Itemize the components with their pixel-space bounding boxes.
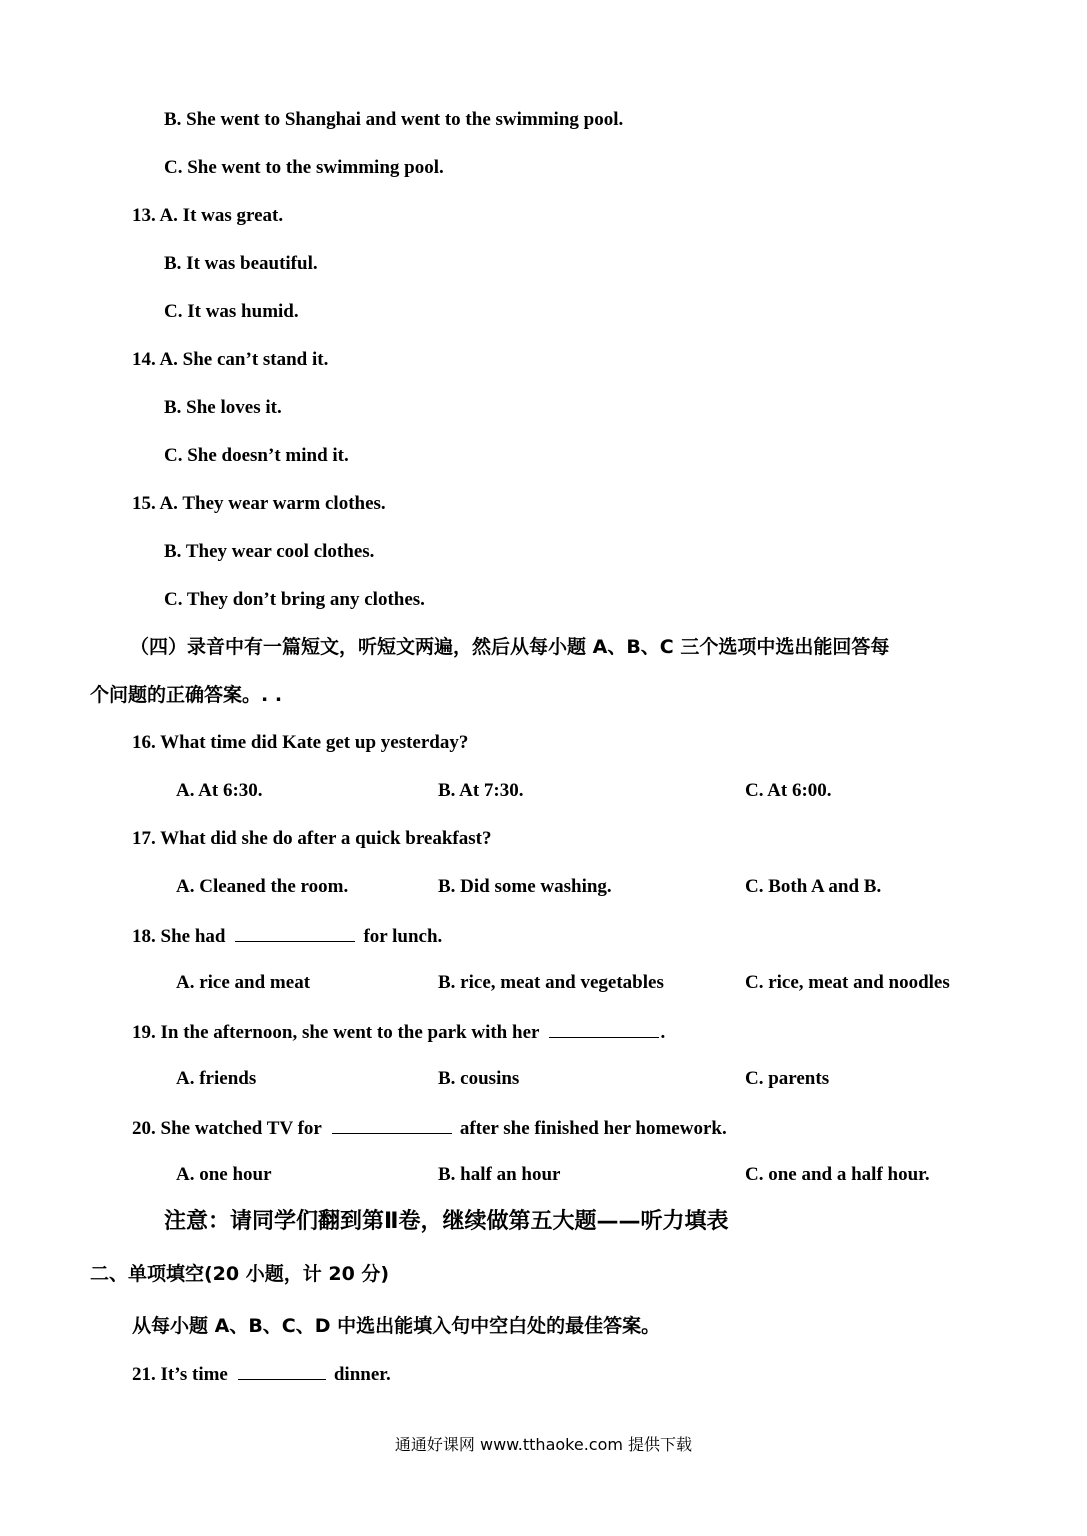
q21-answer-blank	[238, 1361, 326, 1380]
footer-watermark: 通通好课网 www.tthaoke.com 提供下载	[394, 1435, 693, 1454]
q14-option-c: C. She doesn’t mind it.	[164, 445, 349, 466]
q13-option-a: 13. A. It was great.	[132, 205, 284, 226]
q13-option-b: B. It was beautiful.	[164, 253, 318, 274]
part2-heading: 二、单项填空(20 小题，计 20 分)	[90, 1263, 390, 1285]
q14-option-a: 14. A. She can’t stand it.	[132, 349, 329, 370]
q15-option-a: 15. A. They wear warm clothes.	[132, 493, 386, 514]
q16-option-a: A. At 6:30.	[176, 780, 263, 801]
q18-option-b: B. rice, meat and vegetables	[438, 972, 664, 993]
q18-option-a: A. rice and meat	[176, 972, 311, 993]
q14-option-b: B. She loves it.	[164, 397, 282, 418]
q20-option-b: B. half an hour	[438, 1164, 561, 1185]
q19-stem-before: 19. In the afternoon, she went to the park with her	[132, 1022, 540, 1043]
q19-option-a: A. friends	[176, 1068, 257, 1089]
q16-stem: 16. What time did Kate get up yesterday?	[132, 732, 469, 753]
notice-turn-page: 注意：请同学们翻到第Ⅱ卷，继续做第五大题——听力填表	[164, 1209, 729, 1234]
q13-option-c: C. It was humid.	[164, 301, 299, 322]
q19-answer-blank	[549, 1019, 659, 1038]
q17-option-a: A. Cleaned the room.	[176, 876, 349, 897]
q18-stem-after: for lunch.	[363, 926, 443, 947]
q20-option-a: A. one hour	[176, 1164, 272, 1185]
q12-option-c: C. She went to the swimming pool.	[164, 157, 444, 178]
q21-stem	[132, 1361, 391, 1387]
q19-stem	[132, 1019, 665, 1045]
q20-stem-before: 20. She watched TV for	[132, 1118, 322, 1139]
q20-stem	[132, 1115, 727, 1141]
q18-answer-blank	[235, 923, 355, 942]
q17-stem: 17. What did she do after a quick breakfast?	[132, 828, 492, 849]
q16-option-b: B. At 7:30.	[438, 780, 524, 801]
q20-answer-blank	[332, 1115, 452, 1134]
section4-instruction-line1: （四）录音中有一篇短文，听短文两遍，然后从每小题 A、B、C 三个选项中选出能回答每	[130, 636, 890, 658]
part2-instruction: 从每小题 A、B、C、D 中选出能填入句中空白处的最佳答案。	[132, 1315, 661, 1337]
q12-option-b: B. She went to Shanghai and went to the swimming pool.	[164, 109, 624, 130]
q17-option-b: B. Did some washing.	[438, 876, 612, 897]
q18-stem	[132, 923, 442, 949]
q19-stem-after: .	[660, 1022, 666, 1043]
q18-option-c: C. rice, meat and noodles	[745, 972, 950, 993]
q20-stem-after: after she finished her homework.	[459, 1118, 727, 1139]
q18-stem-before: 18. She had	[132, 926, 226, 947]
q21-stem-after: dinner.	[333, 1364, 391, 1385]
q19-option-b: B. cousins	[438, 1068, 520, 1089]
q19-option-c: C. parents	[745, 1068, 830, 1089]
q17-option-c: C. Both A and B.	[745, 876, 882, 897]
q15-option-c: C. They don’t bring any clothes.	[164, 589, 425, 610]
q20-option-c: C. one and a half hour.	[745, 1164, 930, 1185]
q15-option-b: B. They wear cool clothes.	[164, 541, 375, 562]
q21-stem-before: 21. It’s time	[132, 1364, 228, 1385]
q16-option-c: C. At 6:00.	[745, 780, 832, 801]
section4-instruction-line2: 个问题的正确答案。. .	[90, 684, 283, 706]
